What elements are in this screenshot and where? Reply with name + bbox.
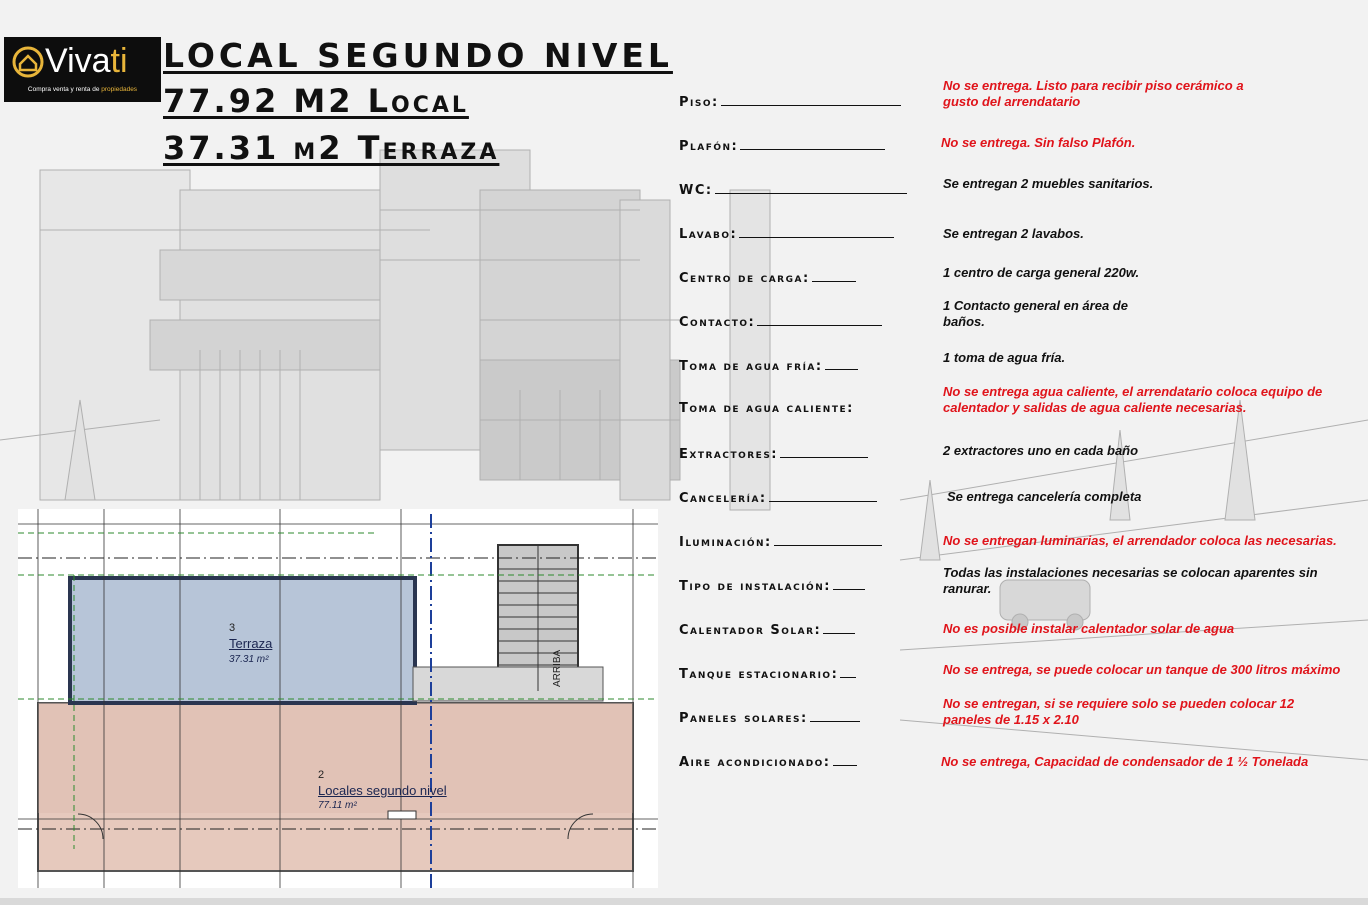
locales-area: 77.11 m² [318, 800, 357, 811]
spec-value-piso: No se entrega. Listo para recibir piso cerámico a gusto del arrendatario [943, 78, 1244, 109]
spec-label-lavabo: Lavabo: [679, 225, 894, 242]
spec-value-plafon: No se entrega. Sin falso Plafón. [941, 135, 1136, 150]
terraza-number: 3 [229, 622, 236, 634]
terraza-name: Terraza [229, 636, 273, 651]
spec-value-extractores: 2 extractores uno en cada baño [943, 443, 1139, 458]
spec-label-plafon: Plafón: [679, 137, 885, 154]
terraza-area: 37.31 m² [229, 654, 269, 665]
spec-label-tipo-instalacion: Tipo de instalación: [679, 577, 865, 594]
spec-label-toma-agua-fria: Toma de agua fría: [679, 357, 858, 374]
spec-value-lavabo: Se entregan 2 lavabos. [943, 226, 1084, 241]
spec-label-iluminacion: Iluminación: [679, 533, 882, 550]
spec-label-extractores: Extractores: [679, 445, 868, 462]
spec-value-toma-agua-fria: 1 toma de agua fría. [943, 350, 1066, 365]
spec-value-toma-agua-caliente: No se entrega agua caliente, el arrendatario coloca equipo de calentador y salidas de agua caliente necesarias. [943, 384, 1323, 415]
spec-label-piso: Piso: [679, 93, 901, 110]
spec-value-tanque-estacionario: No se entrega, se puede colocar un tanque de 300 litros máximo [943, 662, 1341, 677]
terrace-area-title: 37.31 m2 Terraza [163, 129, 500, 167]
spec-value-paneles-solares: No se entregan, si se requiere solo se pueden colocar 12 paneles de 1.15 x 2.10 [943, 696, 1295, 727]
spec-value-iluminacion: No se entregan luminarias, el arrendador coloca las necesarias. [943, 533, 1337, 548]
locales-name: Locales segundo nivel [318, 783, 447, 798]
spec-value-calentador-solar: No es posible instalar calentador solar de agua [943, 621, 1235, 636]
page-title: LOCAL SEGUNDO NIVEL [163, 36, 673, 75]
locales-number: 2 [318, 769, 325, 781]
logo-name: Vivati [45, 42, 128, 80]
spec-label-canceleria: Cancelería: [679, 489, 877, 506]
spec-value-wc: Se entregan 2 muebles sanitarios. [943, 176, 1154, 191]
spec-value-aire-acondicionado: No se entrega, Capacidad de condensador de 1 ½ Tonelada [941, 754, 1309, 769]
spec-value-contacto: 1 Contacto general en área de baños. [943, 298, 1128, 329]
spec-value-canceleria: Se entrega cancelería completa [947, 489, 1142, 504]
logo-tagline: Compra venta y renta de propiedades [27, 86, 138, 93]
vivati-logo [4, 37, 161, 102]
spec-value-tipo-instalacion: Todas las instalaciones necesarias se colocan aparentes sin ranurar. [943, 565, 1318, 596]
spec-label-calentador-solar: Calentador Solar: [679, 621, 855, 638]
spec-label-wc: WC: [679, 181, 907, 198]
spec-value-centro-de-carga: 1 centro de carga general 220w. [943, 265, 1140, 280]
floor-plan-drawing [18, 509, 658, 888]
house-logo-icon [11, 45, 45, 79]
spec-label-aire-acondicionado: Aire acondicionado: [679, 753, 857, 770]
floor-plan [18, 509, 658, 888]
spec-label-tanque-estacionario: Tanque estacionario: [679, 665, 856, 682]
local-area-title: 77.92 M2 Local [163, 82, 469, 120]
spec-label-toma-agua-caliente: Toma de agua caliente: [679, 401, 854, 416]
stair-label: ARRIBA [552, 649, 563, 687]
spec-label-paneles-solares: Paneles solares: [679, 709, 860, 726]
spec-label-contacto: Contacto: [679, 313, 882, 330]
spec-label-centro-de-carga: Centro de carga: [679, 269, 856, 286]
